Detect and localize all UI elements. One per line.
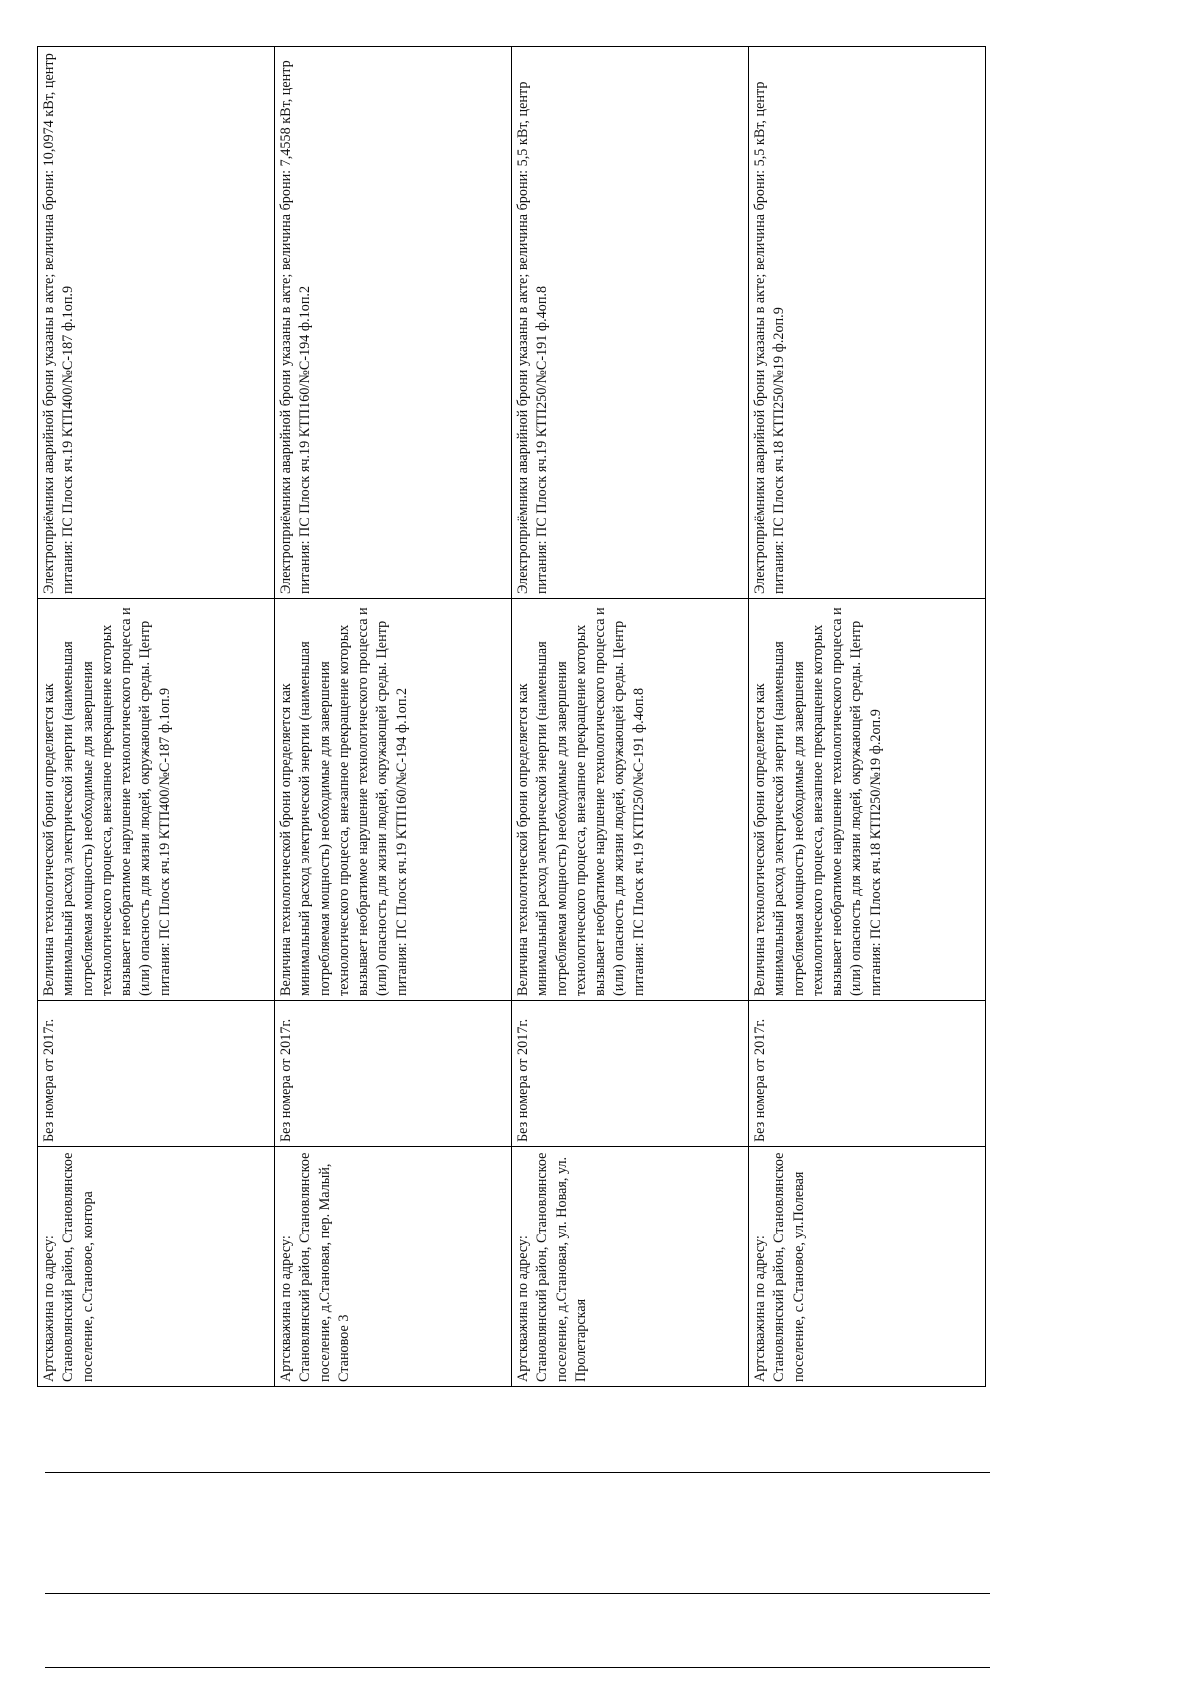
address-cell: Артскважина по адресу: Становлянский район, Становлянское поселение, д.Становая, ул. Новая, ул. Пролетарская	[512, 1147, 749, 1387]
signature-line	[45, 1593, 990, 1594]
emergency-reserve-cell: Электроприёмники аварийной брони указаны в акте; величина брони: 5,5 кВт, центр питания: ПС Плоск яч.18 КТП250/№19 ф.2оп.9	[749, 47, 986, 599]
document-cell: Без номера от 2017г.	[275, 1001, 512, 1147]
rotated-table-container	[37, 47, 987, 1387]
address-cell: Артскважина по адресу: Становлянский район, Становлянское поселение, д.Становая, пер. Малый, Становое 3	[275, 1147, 512, 1387]
table-row	[38, 47, 275, 1387]
table-row	[749, 47, 986, 1387]
table-row	[512, 47, 749, 1387]
tech-reserve-cell: Величина технологической брони определяется как минимальный расход электрической энергии (наименьшая потребляемая мощность) необходимые для завершения технологического процесса, внезапное прекращение которых вызывает необратимое нарушение технологического процесса и (или) опасность для жизни людей, окружающей среды. Центр питания: ПС Плоск яч.19 КТП160/№С-194 ф.1оп.2	[275, 599, 512, 1001]
emergency-reserve-cell: Электроприёмники аварийной брони указаны в акте; величина брони: 7,4558 кВт, центр питания: ПС Плоск яч.19 КТП160/№С-194 ф.1оп.2	[275, 47, 512, 599]
signature-line	[45, 1472, 990, 1473]
document-cell: Без номера от 2017г.	[512, 1001, 749, 1147]
address-cell: Артскважина по адресу: Становлянский район, Становлянское поселение, с.Становое, ул.Полевая	[749, 1147, 986, 1387]
document-cell: Без номера от 2017г.	[38, 1001, 275, 1147]
signature-line	[45, 1667, 990, 1668]
emergency-reserve-cell: Электроприёмники аварийной брони указаны в акте; величина брони: 10,0974 кВт, центр питания: ПС Плоск яч.19 КТП400/№С-187 ф.1оп.9	[38, 47, 275, 599]
emergency-reserve-cell: Электроприёмники аварийной брони указаны в акте; величина брони: 5,5 кВт, центр питания: ПС Плоск яч.19 КТП250/№С-191 ф.4оп.8	[512, 47, 749, 599]
table-row	[275, 47, 512, 1387]
address-cell: Артскважина по адресу: Становлянский район, Становлянское поселение, с.Становое, контора	[38, 1147, 275, 1387]
document-cell: Без номера от 2017г.	[749, 1001, 986, 1147]
tech-reserve-cell: Величина технологической брони определяется как минимальный расход электрической энергии (наименьшая потребляемая мощность) необходимые для завершения технологического процесса, внезапное прекращение которых вызывает необратимое нарушение технологического процесса и (или) опасность для жизни людей, окружающей среды. Центр питания: ПС Плоск яч.18 КТП250/№19 ф.2оп.9	[749, 599, 986, 1001]
tech-reserve-cell: Величина технологической брони определяется как минимальный расход электрической энергии (наименьшая потребляемая мощность) необходимые для завершения технологического процесса, внезапное прекращение которых вызывает необратимое нарушение технологического процесса и (или) опасность для жизни людей, окружающей среды. Центр питания: ПС Плоск яч.19 КТП250/№С-191 ф.4оп.8	[512, 599, 749, 1001]
tech-reserve-cell: Величина технологической брони определяется как минимальный расход электрической энергии (наименьшая потребляемая мощность) необходимые для завершения технологического процесса, внезапное прекращение которых вызывает необратимое нарушение технологического процесса и (или) опасность для жизни людей, окружающей среды. Центр питания: ПС Плоск яч.19 КТП400/№С-187 ф.1оп.9	[38, 599, 275, 1001]
reserve-table	[37, 46, 986, 1387]
